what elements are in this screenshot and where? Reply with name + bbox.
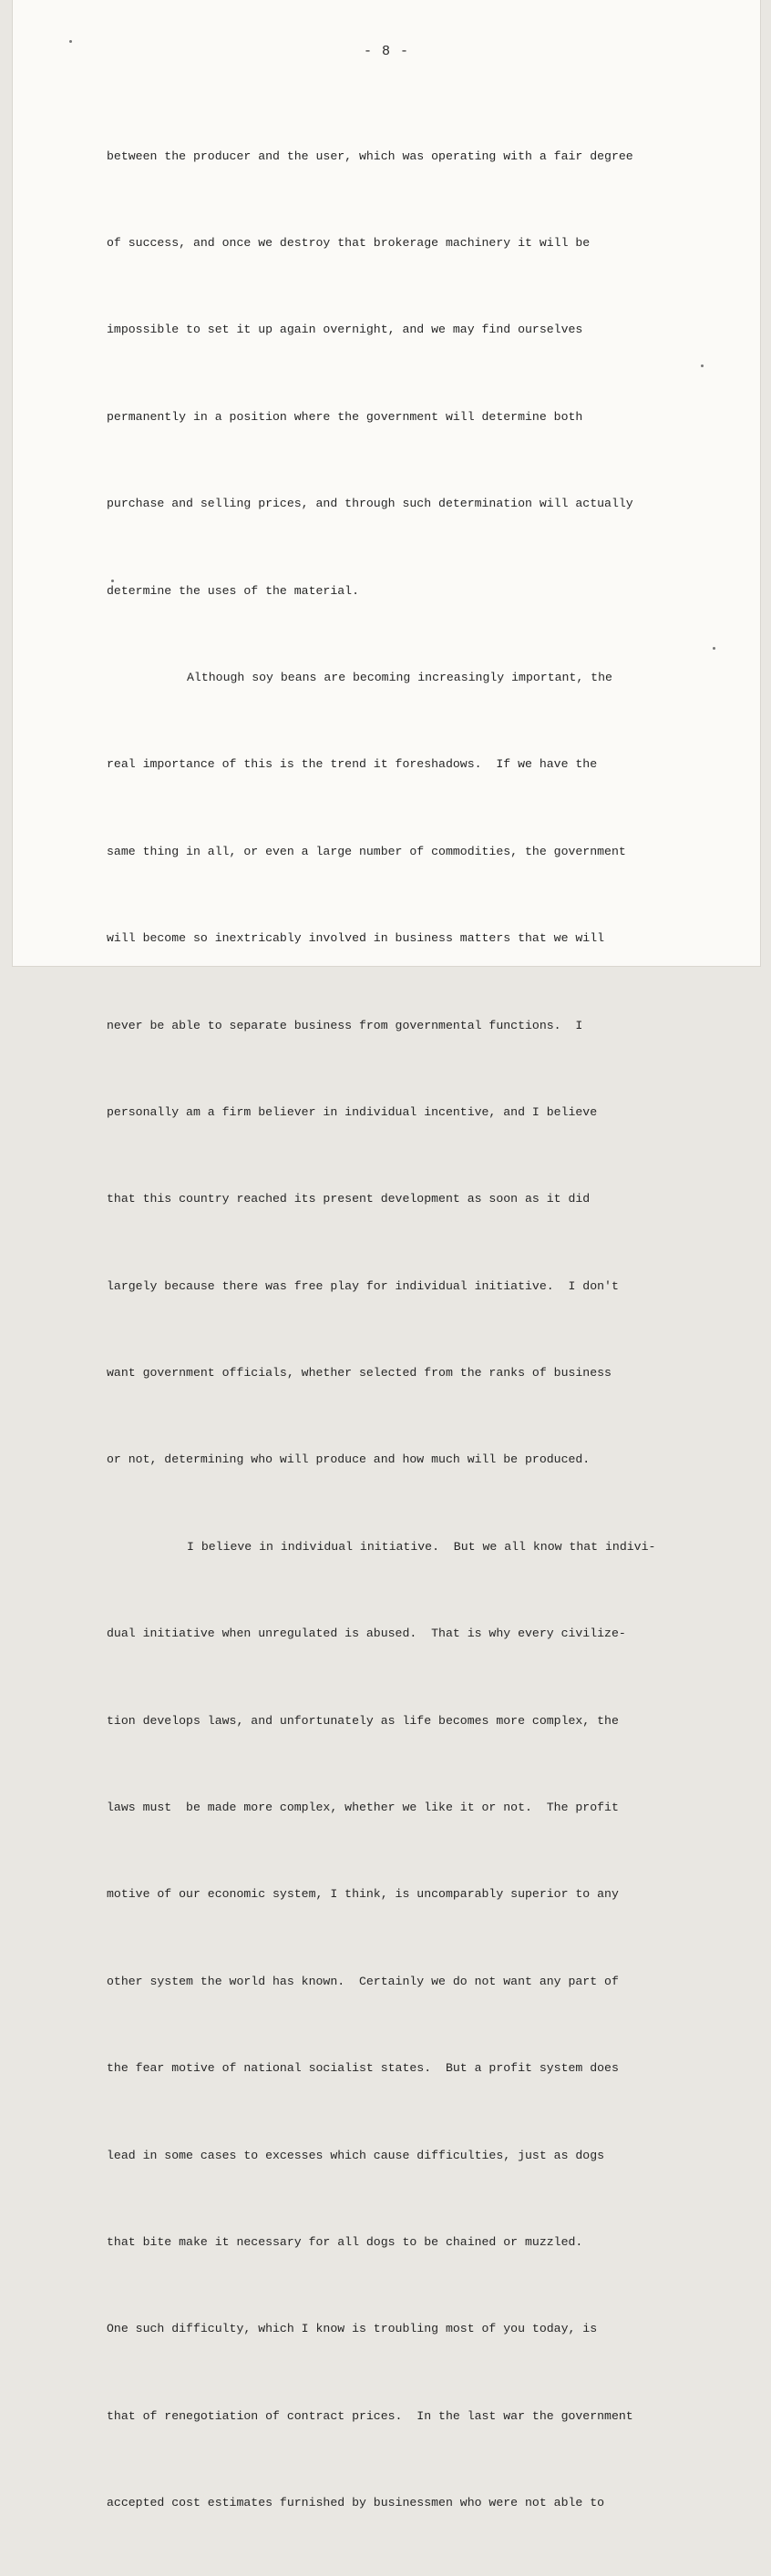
- text-line: will become so inextricably involved in business matters that we will: [107, 931, 605, 946]
- text-line: want government officials, whether selected from the ranks of business: [107, 1366, 612, 1380]
- paper-speck: [701, 364, 704, 367]
- text-line: personally am a firm believer in individual incentive, and I believe: [107, 1104, 598, 1119]
- text-line: laws must be made more complex, whether we like it or not. The profit: [107, 1801, 619, 1815]
- paper-speck: [713, 647, 715, 650]
- text-line: tion develops laws, and unfortunately as life becomes more complex, the: [107, 1713, 619, 1728]
- text-line: permanently in a position where the government will determine both: [107, 409, 583, 424]
- paragraph-start-line: I believe in individual initiative. But we all know that indivi-: [187, 1539, 656, 1554]
- paper-speck: [111, 580, 114, 582]
- text-line: that of renegotiation of contract prices. In the last war the government: [107, 2408, 633, 2423]
- paragraph-start-line: Although soy beans are becoming increasingly important, the: [187, 670, 612, 684]
- text-line: accepted cost estimates furnished by businessmen who were not able to: [107, 2496, 605, 2510]
- text-line: the fear motive of national socialist states. But a profit system does: [107, 2061, 619, 2076]
- page-number: - 8 -: [363, 44, 409, 59]
- paper-speck: [69, 40, 72, 43]
- body-text: [107, 84, 690, 2576]
- text-line: same thing in all, or even a large number of commodities, the government: [107, 844, 626, 858]
- document-page: [13, 0, 760, 2510]
- text-line: One such difficulty, which I know is troubling most of you today, is: [107, 2322, 598, 2336]
- text-line: that bite make it necessary for all dogs to be chained or muzzled.: [107, 2234, 583, 2249]
- text-line: impossible to set it up again overnight, and we may find ourselves: [107, 323, 583, 337]
- text-line: other system the world has known. Certainly we do not want any part of: [107, 1974, 619, 1988]
- text-line: determine the uses of the material.: [107, 583, 359, 598]
- text-line: lead in some cases to excesses which cause difficulties, just as dogs: [107, 2148, 605, 2162]
- text-line: purchase and selling prices, and through such determination will actually: [107, 497, 633, 511]
- text-line: between the producer and the user, which was operating with a fair degree: [107, 149, 633, 163]
- text-line: largely because there was free play for individual initiative. I don't: [107, 1278, 619, 1293]
- text-line: dual initiative when unregulated is abused. That is why every civilize-: [107, 1627, 626, 1641]
- text-line: real importance of this is the trend it foreshadows. If we have the: [107, 757, 598, 772]
- text-line: or not, determining who will produce and how much will be produced.: [107, 1452, 591, 1467]
- text-line: never be able to separate business from governmental functions. I: [107, 1018, 583, 1032]
- text-line: of success, and once we destroy that brokerage machinery it will be: [107, 235, 591, 250]
- text-line: motive of our economic system, I think, is uncomparably superior to any: [107, 1887, 619, 1902]
- text-line: that this country reached its present development as soon as it did: [107, 1192, 591, 1206]
